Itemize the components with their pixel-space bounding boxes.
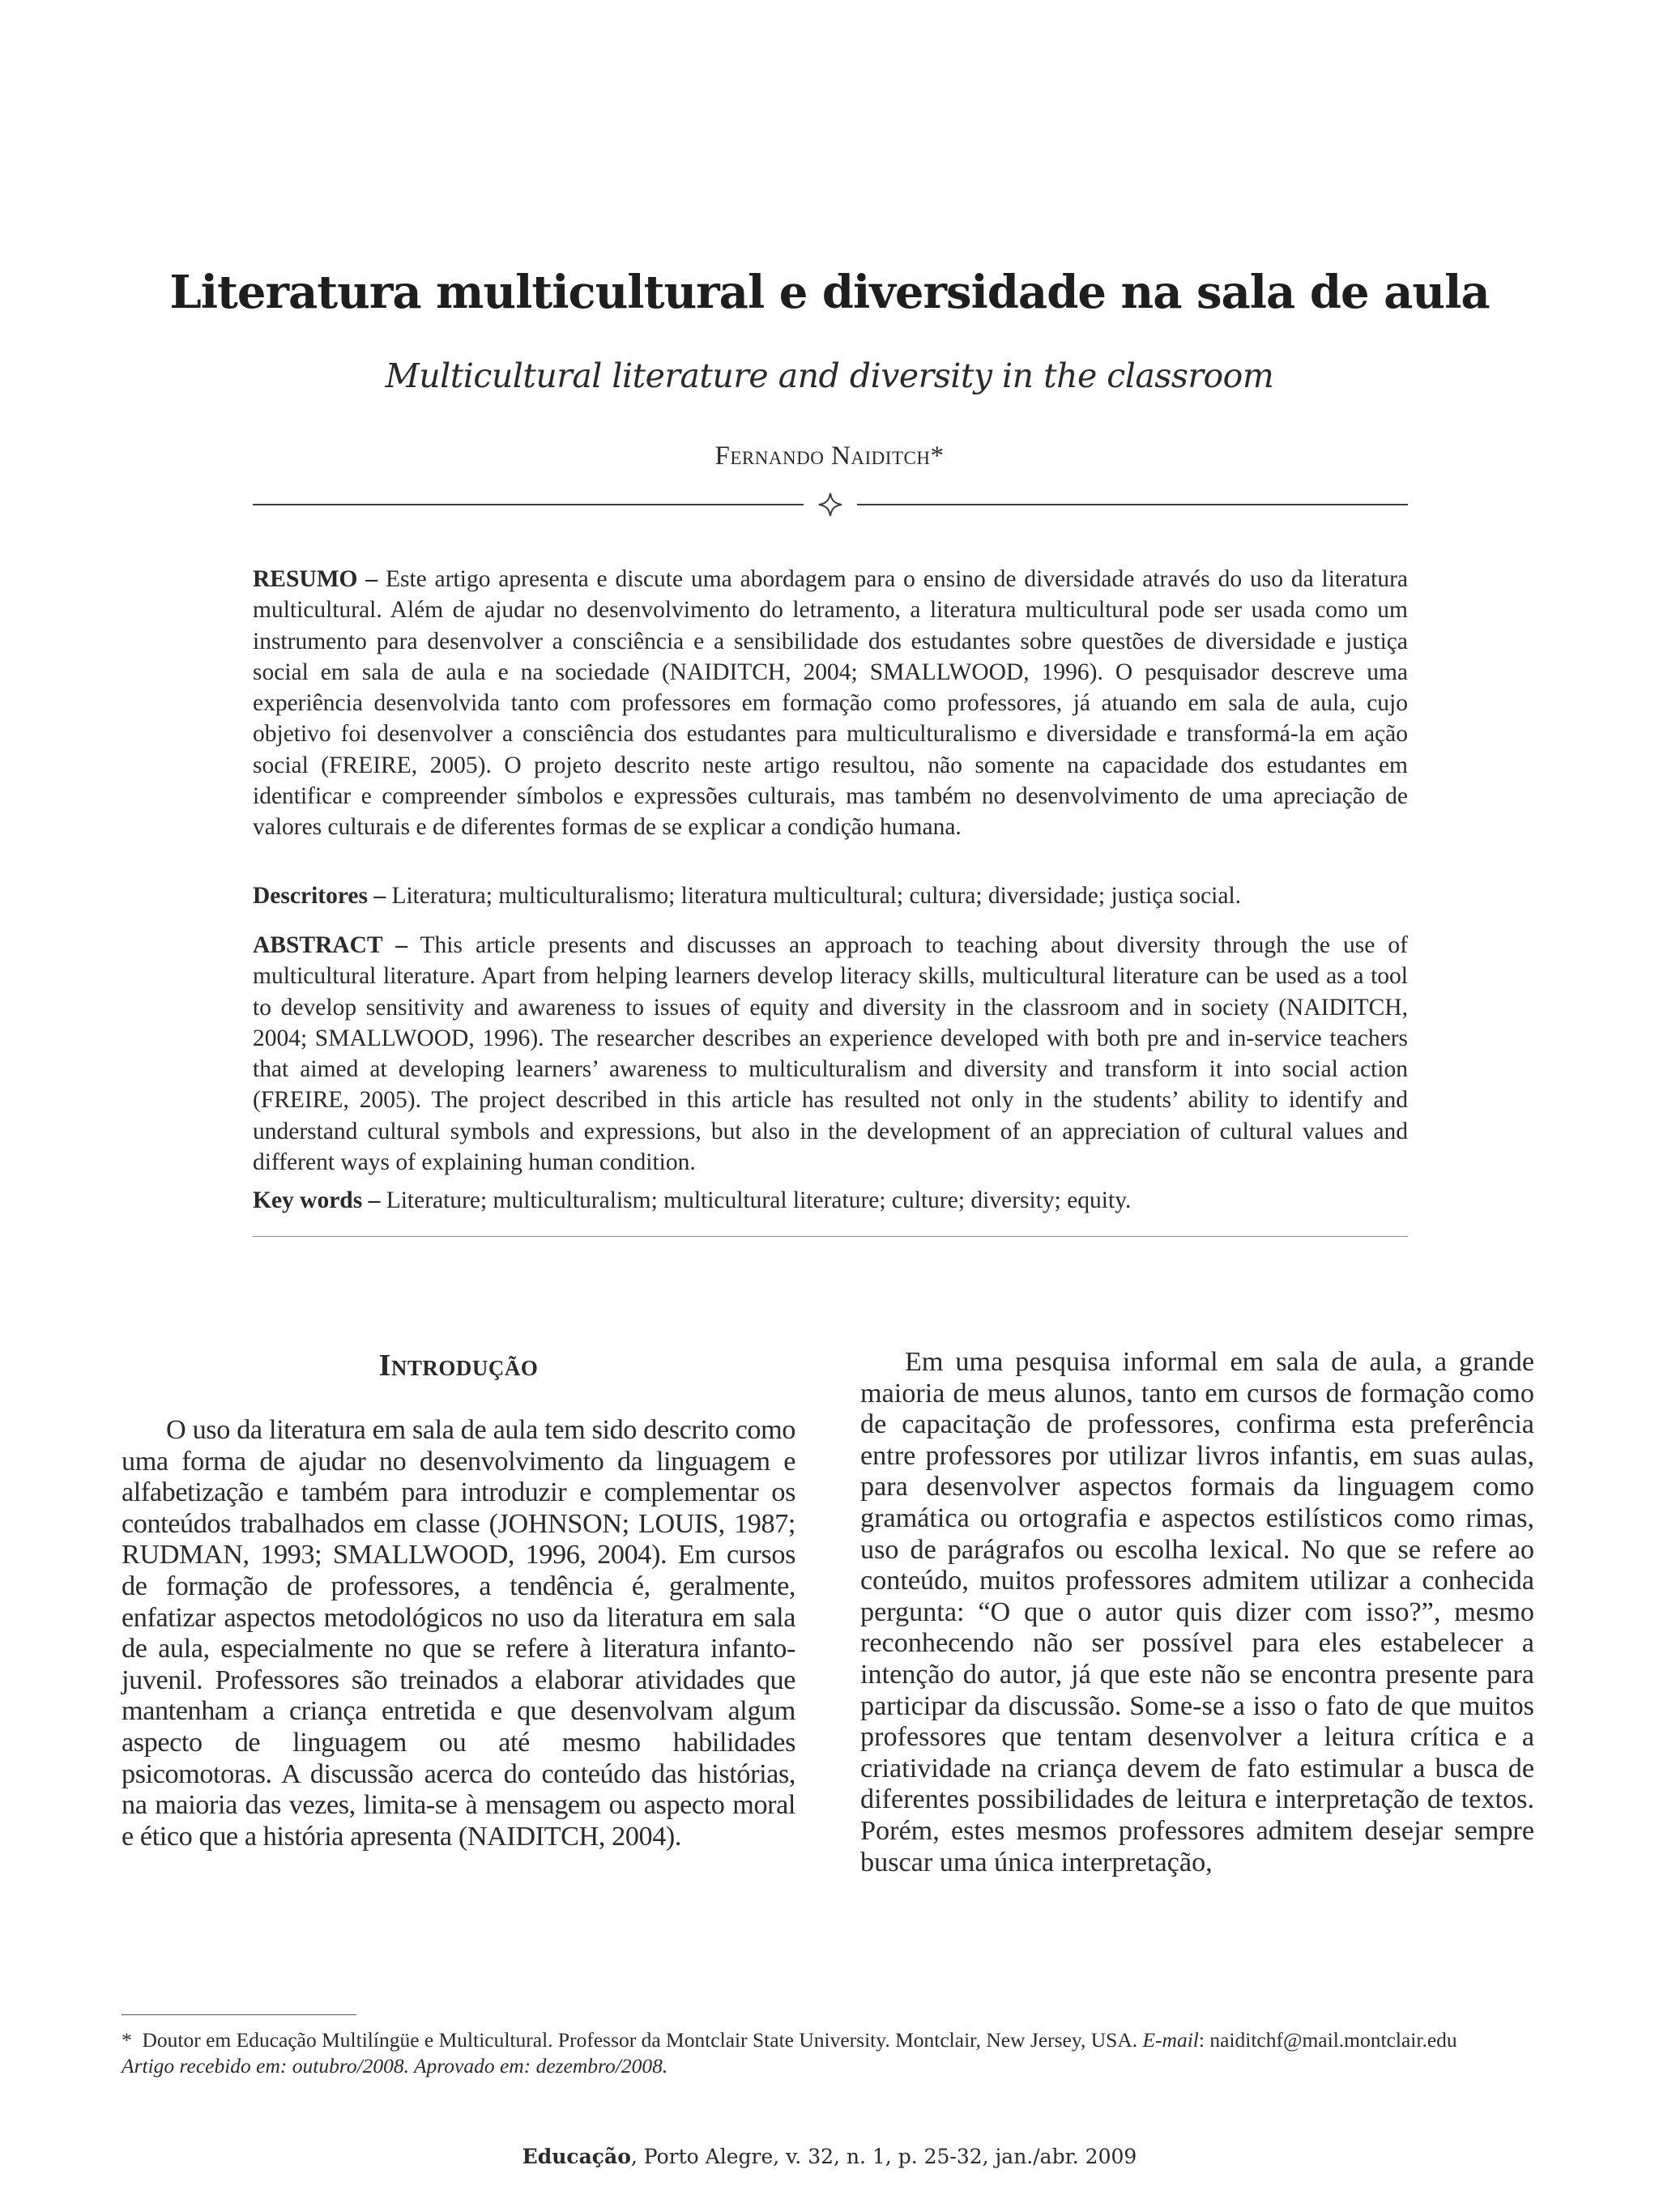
footnote-marker: * [122, 2028, 132, 2052]
footnote-divider [122, 2014, 356, 2015]
section-heading-introducao: Introdução [378, 1349, 539, 1383]
author-line [0, 441, 1659, 471]
body-paragraph-2: Em uma pesquisa informal em sala de aula, a grande maioria de meus alunos, tanto em cursos de formação como de capacitação de professores, confirma esta preferência entre professores por utilizar livros infantis, em suas aulas, para desenvolver aspectos formais da linguagem como gramática ou ortografia e aspectos estilísticos como rimas, uso de parágrafos ou escolha lexical. No que se refere ao conteúdo, muitos professores admitem utilizar a conhecida pergunta: “O que o autor quis dizer com isso?”, mesmo reconhecendo não ser possível para eles estabelecer a intenção do autor, já que este não se encontra presente para participar da discussão. Some-se a isso o fato de que muitos professores que tentam desenvolver a leitura crítica e a criatividade na criança devem de fato estimular a busca de diferentes possibilidades de leitura e interpretação de textos. Porém, estes mesmos professores admitem desejar sempre buscar uma única interpretação, [860, 1347, 1534, 1877]
keywords-line [253, 1185, 1408, 1216]
footnote-email-link[interactable]: naiditchf@mail.montclair.edu [1209, 2028, 1457, 2052]
keywords-label: Key words – [253, 1187, 381, 1213]
footer-journal-name: Educação [522, 2145, 631, 2168]
title-divider-left [253, 504, 804, 505]
descritores-text: Literatura; multiculturalismo; literatura multicultural; cultura; diversidade; justiça social. [391, 883, 1242, 909]
abstract-text: This article presents and discusses an approach to teaching about diversity through the use of multicultural literature. Apart from helping learners develop literacy skills, multicultural literature can be used as a tool to develop sensitivity and awareness to issues of equity and diversity in the classroom and in society (NAIDITCH, 2004; SMALLWOOD, 1996). The researcher describes an experience developed with both pre and in-service teachers that aimed at developing learners’ awareness to multiculturalism and diversity and transform it into social action (FREIRE, 2005). The project described in this article has resulted not only in the students’ ability to identify and understand cultural symbols and expressions, but also in the development of an appreciation of cultural values and different ways of explaining human condition. [253, 932, 1408, 1176]
article-title: Literatura multicultural e diversidade na sala de aula [169, 266, 1490, 319]
resumo-label: RESUMO – [253, 566, 378, 592]
keywords-text: Literature; multiculturalism; multicultural literature; culture; diversity; equity. [386, 1187, 1132, 1213]
body-column-left [122, 1415, 795, 1852]
abstract-paragraph [253, 930, 1408, 1178]
descritores-line [253, 880, 1408, 911]
abstract-divider [253, 1236, 1408, 1237]
resumo-paragraph [253, 564, 1408, 843]
footer-citation-text: , Porto Alegre, v. 32, n. 1, p. 25-32, jan./abr. 2009 [630, 2145, 1137, 2168]
author-footnote-marker[interactable]: * [930, 441, 945, 471]
four-point-star-icon [817, 491, 844, 518]
author-name: Fernando Naiditch [714, 441, 931, 471]
author-footnote: * Doutor em Educação Multilíngüe e Multicultural. Professor da Montclair State University. Montclair, New Jersey, USA. E-mail: naiditchf@mail.montclair.edu [122, 2028, 1457, 2052]
page-footer-citation [0, 2145, 1659, 2168]
article-subtitle: Multicultural literature and diversity in the classroom [385, 356, 1274, 395]
resumo-text: Este artigo apresenta e discute uma abordagem para o ensino de diversidade através do uso da literatura multicultural. Além de ajudar no desenvolvimento do letramento, a literatura multicultural pode ser usada como um instrumento para desenvolver a consciência e a sensibilidade dos estudantes sobre questões de diversidade e justiça social em sala de aula e na sociedade (NAIDITCH, 2004; SMALLWOOD, 1996). O pesquisador descreve uma experiência desenvolvida tanto com professores em formação como professores, já atuando em sala de aula, cujo objetivo foi desenvolver a consciência dos estudantes para multiculturalismo e diversidade e transformá-la em ação social (FREIRE, 2005). O projeto descrito neste artigo resultou, não somente na capacidade dos estudantes em identificar e compreender símbolos e expressões culturais, mas também no desenvolvimento de uma apreciação de valores culturais e de diferentes formas de se explicar a condição humana. [253, 566, 1409, 841]
received-footnote: Artigo recebido em: outubro/2008. Aprovado em: dezembro/2008. [122, 2054, 668, 2078]
body-column-right [860, 1347, 1534, 1878]
body-paragraph-1: O uso da literatura em sala de aula tem sido descrito como uma forma de ajudar no desenvolvimento da linguagem e alfabetização e também para introduzir e complementar os conteúdos trabalhados em classe (JOHNSON; LOUIS, 1987; RUDMAN, 1993; SMALLWOOD, 1996, 2004). Em cursos de formação de professores, a tendência é, geralmente, enfatizar aspectos metodológicos no uso da literatura em sala de aula, especialmente no que se refere à literatura infanto-juvenil. Professores são treinados a elaborar atividades que mantenham a criança entretida e que desenvolvam algum aspecto de linguagem ou até mesmo habilidades psicomotoras. A discussão acerca do conteúdo das histórias, na maioria das vezes, limita-se à mensagem ou aspecto moral e ético que a história apresenta (NAIDITCH, 2004). [122, 1415, 795, 1852]
descritores-label: Descritores – [253, 883, 386, 909]
footnote-author-text: Doutor em Educação Multilíngüe e Multicultural. Professor da Montclair State University. Montclair, New Jersey, USA. [142, 2028, 1138, 2052]
footnote-email-label: E-mail [1142, 2028, 1199, 2052]
abstract-label: ABSTRACT – [253, 932, 407, 958]
title-divider-right [857, 504, 1408, 505]
